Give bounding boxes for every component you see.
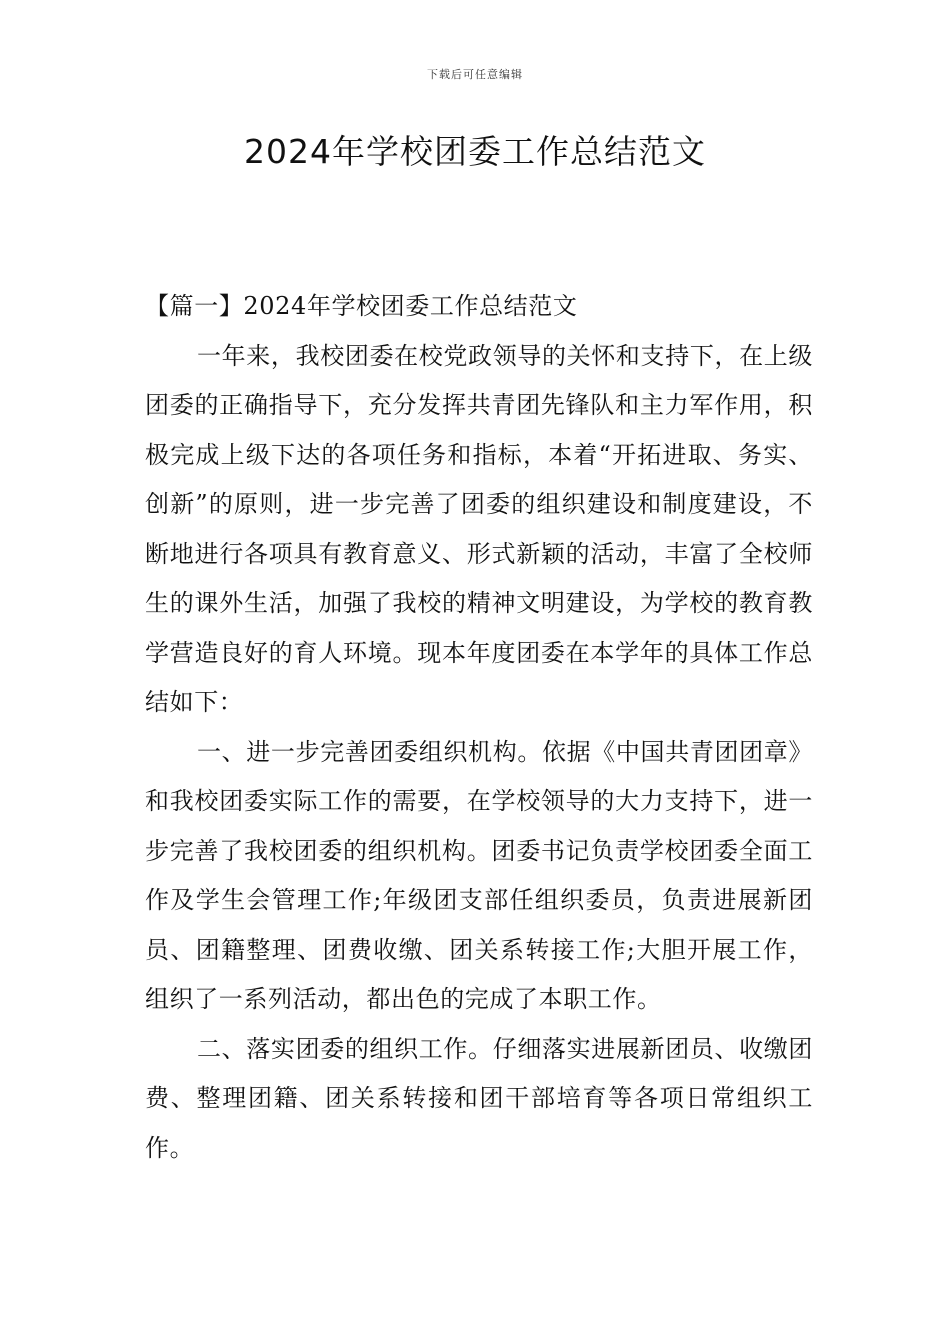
- paragraph-intro: 一年来，我校团委在校党政领导的关怀和支持下，在上级团委的正确指导下，充分发挥共青团先锋队和主力军作用，积极完成上级下达的各项任务和指标，本着“开拓进取、务实、创新”的原则，进一步完善了团委的组织建设和制度建设，不断地进行各项具有教育意义、形式新颖的活动，丰富了全校师生的课外生活，加强了我校的精神文明建设，为学校的教育教学营造良好的育人环境。现本年度团委在本学年的具体工作总结如下：: [145, 341, 813, 716]
- section-heading: 【篇一】2024年学校团委工作总结范文: [145, 292, 578, 320]
- document-title: 2024年学校团委工作总结范文: [244, 132, 706, 171]
- paragraph-item-1: 一、进一步完善团委组织机构。依据《中国共青团团章》和我校团委实际工作的需要，在学校领导的大力支持下，进一步完善了我校团委的组织机构。团委书记负责学校团委全面工作及学生会管理工作;年级团支部任组织委员，负责进展新团员、团籍整理、团费收缴、团关系转接工作;大胆开展工作，组织了一系列活动，都出色的完成了本职工作。: [145, 737, 813, 1013]
- paragraph-item-2: 二、落实团委的组织工作。仔细落实进展新团员、收缴团费、整理团籍、团关系转接和团干部培育等各项日常组织工作。: [145, 1034, 813, 1162]
- header-note: 下载后可任意编辑: [427, 68, 523, 81]
- document-body: [145, 282, 813, 1173]
